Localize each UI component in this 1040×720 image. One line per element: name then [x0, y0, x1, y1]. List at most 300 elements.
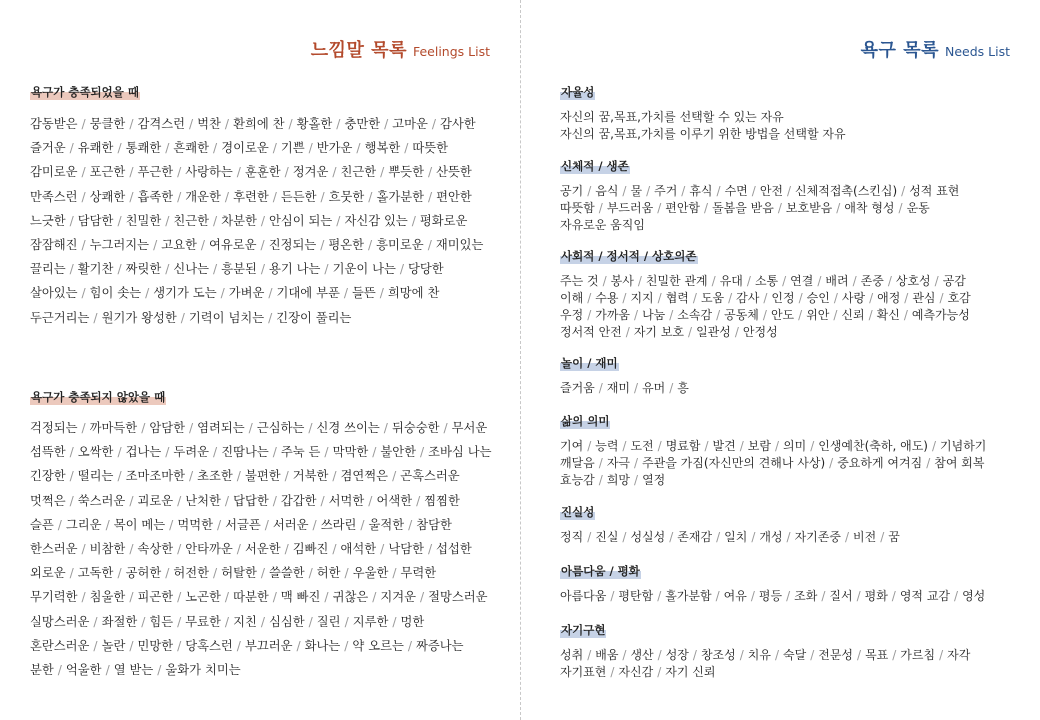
list-item: 활기찬 — [77, 262, 114, 277]
list-item: 쓰라린 — [320, 517, 357, 532]
separator: / — [669, 530, 674, 544]
list-item: 돌봄을 받음 — [712, 201, 774, 215]
separator: / — [117, 262, 122, 277]
list-item: 효능감 — [560, 473, 595, 487]
list-line — [560, 438, 1020, 455]
needs-heading-meaning: 삶의 의미 — [561, 414, 610, 428]
separator: / — [153, 237, 158, 252]
list-item: 주거 — [654, 184, 678, 198]
separator: / — [236, 638, 241, 653]
list-item: 조마조마한 — [125, 469, 185, 484]
list-item: 기대에 부푼 — [276, 286, 340, 301]
list-item: 기여 — [560, 439, 584, 453]
separator: / — [260, 237, 265, 252]
separator: / — [829, 456, 834, 470]
list-item: 유머 — [642, 381, 666, 395]
list-item: 성적 표현 — [909, 184, 960, 198]
separator: / — [81, 590, 86, 605]
list-line — [30, 658, 500, 682]
list-item: 서먹한 — [328, 493, 365, 508]
separator: / — [404, 141, 409, 156]
separator: / — [681, 184, 686, 198]
separator: / — [810, 648, 815, 662]
separator: / — [129, 117, 134, 131]
list-item: 가까움 — [595, 308, 631, 322]
list-item: 부끄러운 — [244, 638, 293, 653]
list-item: 휴식 — [689, 184, 713, 198]
separator: / — [320, 237, 325, 252]
list-item: 자기 보호 — [633, 325, 685, 339]
list-item: 분한 — [30, 662, 54, 677]
list-line — [30, 233, 500, 257]
list-item: 안타까운 — [185, 541, 233, 556]
separator: / — [598, 456, 603, 470]
separator: / — [739, 648, 744, 662]
list-item: 진실 — [595, 530, 619, 544]
list-item: 거북한 — [292, 469, 329, 484]
list-item: 영적 교감 — [899, 589, 951, 603]
list-item: 짜증나는 — [416, 638, 464, 653]
separator: / — [427, 189, 433, 204]
list-item: 비참한 — [89, 541, 126, 556]
list-line — [30, 209, 500, 233]
separator: / — [264, 517, 269, 532]
separator: / — [598, 473, 603, 487]
list-item: 속상한 — [137, 541, 174, 556]
list-line — [560, 324, 1020, 341]
separator: / — [411, 213, 416, 228]
list-item: 경이로운 — [221, 141, 269, 156]
list-item: 진정되는 — [268, 237, 317, 252]
needs-list-integrity — [560, 529, 1020, 546]
list-item: 지루한 — [352, 614, 389, 629]
list-item: 흡족한 — [137, 189, 174, 204]
separator: / — [587, 184, 592, 198]
list-item: 어색한 — [376, 493, 413, 508]
separator: / — [898, 201, 903, 215]
list-item: 신체적접촉(스킨십) — [795, 184, 898, 198]
list-item: 짜릿한 — [125, 262, 162, 277]
separator: / — [81, 189, 86, 204]
list-line — [560, 588, 1020, 605]
separator: / — [669, 381, 674, 395]
separator: / — [622, 439, 627, 453]
separator: / — [777, 201, 782, 215]
list-item: 훈훈한 — [244, 165, 281, 180]
list-item: 들뜬 — [352, 286, 376, 301]
list-item: 절망스러운 — [428, 590, 488, 605]
list-line — [30, 136, 500, 160]
separator: / — [69, 262, 74, 277]
list-item: 떨리는 — [77, 469, 114, 484]
list-item: 당혹스런 — [185, 638, 233, 653]
list-item: 정겨운 — [292, 165, 329, 180]
center-divider — [520, 0, 521, 720]
list-item: 목이 메는 — [113, 517, 166, 532]
separator: / — [224, 493, 230, 508]
list-item: 협력 — [665, 291, 689, 305]
separator: / — [81, 421, 86, 435]
list-item: 차분한 — [221, 213, 257, 228]
list-item: 신경 쓰이는 — [316, 421, 380, 435]
list-item: 오싹한 — [77, 445, 114, 460]
list-item: 호감 — [947, 291, 971, 305]
separator: / — [392, 614, 397, 629]
list-item: 멍한 — [400, 614, 425, 629]
list-item: 고마운 — [392, 117, 428, 131]
separator: / — [622, 530, 627, 544]
separator: / — [117, 469, 122, 484]
separator: / — [750, 589, 755, 603]
separator: / — [69, 445, 74, 460]
list-line — [30, 585, 500, 609]
list-item: 평화 — [864, 589, 888, 603]
list-item: 즐거운 — [30, 141, 66, 156]
list-item: 섭섭한 — [436, 541, 472, 556]
separator: / — [272, 493, 277, 508]
list-item: 이해 — [560, 291, 584, 305]
list-item: 일관성 — [696, 325, 731, 339]
separator: / — [392, 469, 397, 484]
separator: / — [931, 439, 937, 453]
separator: / — [93, 310, 98, 325]
list-item: 억울한 — [65, 662, 102, 677]
separator: / — [332, 541, 337, 556]
list-item: 희망 — [606, 473, 631, 487]
list-item: 안도 — [770, 308, 795, 322]
separator: / — [384, 117, 389, 131]
list-item: 공감 — [942, 274, 966, 288]
list-item: 산뜻한 — [436, 165, 472, 180]
list-item: 가벼운 — [228, 286, 265, 301]
separator: / — [356, 141, 361, 156]
list-item: 화나는 — [304, 638, 341, 653]
separator: / — [692, 291, 697, 305]
separator: / — [610, 665, 615, 679]
list-line — [30, 306, 500, 330]
list-item: 염려되는 — [197, 421, 245, 435]
list-item: 영성 — [962, 589, 986, 603]
list-item: 도움 — [700, 291, 725, 305]
separator: / — [165, 141, 170, 156]
separator: / — [634, 381, 639, 395]
list-item: 개운한 — [185, 189, 221, 204]
separator: / — [296, 638, 301, 653]
list-item: 숙달 — [783, 648, 807, 662]
list-item: 인생예찬(축하, 애도) — [818, 439, 928, 453]
separator: / — [236, 469, 241, 484]
separator: / — [774, 439, 779, 453]
separator: / — [734, 325, 739, 339]
list-line — [30, 112, 500, 136]
list-item: 봉사 — [610, 274, 634, 288]
list-item: 우정 — [560, 308, 584, 322]
list-item: 편안함 — [665, 201, 701, 215]
separator: / — [81, 237, 86, 252]
list-item: 좌절한 — [101, 614, 138, 629]
feelings-title-ko: 느낌말 목록 — [310, 40, 407, 61]
separator: / — [224, 117, 230, 131]
separator: / — [891, 589, 896, 603]
separator: / — [288, 117, 293, 131]
list-item: 곤혹스러운 — [400, 469, 460, 484]
separator: / — [308, 566, 313, 581]
list-item: 자기표현 — [560, 665, 607, 679]
list-item: 외로운 — [30, 566, 66, 581]
list-item: 따분한 — [233, 590, 269, 605]
list-item: 홀가분한 — [376, 189, 424, 204]
list-item: 흔쾌한 — [173, 141, 210, 156]
list-item: 안심이 되는 — [268, 213, 333, 228]
list-item: 혼란스러운 — [30, 638, 90, 653]
separator: / — [587, 308, 592, 322]
needs-list-play — [560, 380, 1020, 397]
needs-list-autonomy — [560, 109, 1020, 143]
separator: / — [368, 237, 373, 252]
list-item: 약 오르는 — [352, 638, 404, 653]
list-item: 불편한 — [244, 469, 281, 484]
separator: / — [129, 541, 134, 556]
feelings-met-list — [30, 112, 500, 330]
separator: / — [213, 445, 218, 460]
separator: / — [892, 648, 897, 662]
separator: / — [787, 184, 792, 198]
separator: / — [343, 286, 348, 301]
list-item: 걱정되는 — [30, 421, 78, 435]
separator: / — [169, 517, 174, 532]
list-item: 고독한 — [77, 566, 114, 581]
list-item: 울화가 치미는 — [165, 662, 241, 677]
separator: / — [177, 638, 182, 653]
list-item: 흥 — [677, 381, 689, 395]
list-item: 주눅 든 — [280, 445, 321, 460]
list-item: 애착 형성 — [844, 201, 895, 215]
list-item: 일치 — [724, 530, 748, 544]
separator: / — [833, 308, 838, 322]
separator: / — [786, 589, 791, 603]
list-item: 흐뭇한 — [328, 189, 365, 204]
list-item: 평탄함 — [618, 589, 654, 603]
list-item: 민망한 — [137, 638, 174, 653]
list-item: 자기 신뢰 — [665, 665, 716, 679]
separator: / — [427, 237, 432, 252]
separator: / — [69, 213, 74, 228]
separator: / — [934, 274, 939, 288]
needs-list-social — [560, 273, 1020, 341]
list-item: 서글픈 — [225, 517, 261, 532]
list-item: 피곤한 — [137, 590, 174, 605]
list-item: 창조성 — [700, 648, 736, 662]
list-item: 뭉클한 — [89, 117, 126, 131]
list-line — [30, 537, 500, 561]
separator: / — [587, 439, 592, 453]
list-item: 긴장한 — [30, 469, 66, 484]
list-item: 초조한 — [197, 469, 233, 484]
list-item: 확신 — [876, 308, 900, 322]
separator: / — [188, 117, 194, 131]
separator: / — [622, 291, 627, 305]
separator: / — [260, 262, 265, 277]
list-item: 갑갑한 — [280, 493, 317, 508]
separator: / — [634, 456, 639, 470]
separator: / — [324, 445, 329, 460]
separator: / — [57, 662, 62, 677]
list-item: 자신의 꿈,목표,가치를 이루기 위한 방법을 선택할 자유 — [560, 127, 846, 141]
separator: / — [774, 648, 779, 662]
list-item: 감격스런 — [137, 117, 185, 131]
list-line — [560, 126, 1020, 143]
list-item: 의미 — [783, 439, 807, 453]
separator: / — [880, 530, 885, 544]
feelings-title-en: Feelings List — [412, 44, 490, 59]
separator: / — [200, 237, 206, 252]
separator: / — [165, 213, 170, 228]
list-line — [30, 464, 500, 488]
list-line — [30, 489, 500, 513]
separator: / — [213, 566, 218, 581]
separator: / — [751, 184, 756, 198]
list-item: 감동받은 — [30, 117, 78, 131]
list-line — [560, 380, 1020, 397]
list-item: 친근한 — [173, 213, 210, 228]
list-item: 김빠진 — [292, 541, 329, 556]
separator: / — [836, 201, 841, 215]
separator: / — [224, 590, 230, 605]
separator: / — [177, 165, 182, 180]
separator: / — [129, 189, 134, 204]
list-line — [560, 647, 1020, 664]
separator: / — [117, 213, 122, 228]
separator: / — [268, 286, 273, 301]
separator: / — [716, 308, 721, 322]
separator: / — [129, 638, 134, 653]
list-item: 여유 — [723, 589, 747, 603]
separator: / — [587, 530, 592, 544]
list-item: 소속감 — [677, 308, 713, 322]
separator: / — [177, 541, 182, 556]
needs-heading-play: 놀이 / 재미 — [561, 356, 618, 370]
list-item: 나눔 — [642, 308, 666, 322]
list-item: 상쾌한 — [89, 189, 126, 204]
list-item: 전문성 — [818, 648, 854, 662]
list-item: 자신감 — [618, 665, 654, 679]
separator: / — [420, 590, 425, 605]
list-item: 느긋한 — [30, 213, 66, 228]
list-item: 자신감 있는 — [344, 213, 408, 228]
separator: / — [833, 291, 838, 305]
list-item: 성장 — [665, 648, 689, 662]
list-item: 용기 나는 — [268, 262, 321, 277]
separator: / — [782, 274, 787, 288]
separator: / — [272, 141, 277, 156]
separator: / — [336, 117, 341, 131]
list-item: 유쾌한 — [77, 141, 114, 156]
list-item: 보호받음 — [785, 201, 833, 215]
list-line — [560, 472, 1020, 489]
list-item: 자신의 꿈,목표,가치를 선택할 수 있는 자유 — [560, 110, 784, 124]
separator: / — [188, 421, 194, 435]
separator: / — [141, 614, 146, 629]
list-item: 깨달음 — [560, 456, 595, 470]
separator: / — [284, 469, 289, 484]
needs-heading-integrity: 진실성 — [561, 505, 595, 519]
list-item: 두려운 — [173, 445, 210, 460]
list-item: 무력한 — [400, 566, 437, 581]
list-item: 무서운 — [451, 421, 488, 435]
separator: / — [268, 310, 273, 325]
list-item: 보람 — [747, 439, 771, 453]
list-item: 암담한 — [149, 421, 185, 435]
list-item: 꿈 — [888, 530, 900, 544]
separator: / — [81, 165, 86, 180]
separator: / — [308, 421, 313, 435]
list-item: 유대 — [719, 274, 743, 288]
list-item: 우울한 — [352, 566, 389, 581]
list-item: 조바심 나는 — [428, 445, 492, 460]
separator: / — [427, 541, 433, 556]
separator: / — [798, 291, 803, 305]
separator: / — [716, 530, 721, 544]
list-item: 소통 — [754, 274, 779, 288]
list-item: 평온한 — [328, 237, 365, 252]
list-item: 친밀한 — [125, 213, 162, 228]
separator: / — [798, 308, 803, 322]
list-item: 평화로운 — [419, 213, 468, 228]
separator: / — [368, 493, 373, 508]
list-item: 개성 — [759, 530, 783, 544]
list-item: 끌리는 — [30, 262, 66, 277]
separator: / — [105, 517, 110, 532]
separator: / — [69, 469, 74, 484]
separator: / — [213, 141, 218, 156]
list-item: 그리운 — [65, 517, 102, 532]
list-item: 찜찜한 — [424, 493, 460, 508]
list-item: 편안한 — [436, 189, 472, 204]
separator: / — [213, 262, 218, 277]
feelings-unmet-heading: 욕구가 충족되지 않았을 때 — [31, 390, 166, 404]
list-item: 쓸쓸한 — [268, 566, 305, 581]
list-item: 지지 — [630, 291, 654, 305]
separator: / — [704, 201, 709, 215]
separator: / — [399, 262, 405, 277]
list-item: 위안 — [806, 308, 830, 322]
separator: / — [852, 274, 857, 288]
list-item: 예측가능성 — [911, 308, 970, 322]
separator: / — [926, 456, 931, 470]
list-item: 질린 — [316, 614, 341, 629]
list-line — [560, 183, 1020, 200]
list-item: 운동 — [906, 201, 930, 215]
separator: / — [598, 381, 603, 395]
separator: / — [372, 590, 377, 605]
list-item: 안전 — [759, 184, 783, 198]
list-item: 서러운 — [272, 517, 309, 532]
list-item: 승인 — [806, 291, 830, 305]
needs-heading-beauty-peace: 아름다움 / 평화 — [561, 564, 640, 578]
list-item: 누그러지는 — [89, 237, 150, 252]
separator: / — [332, 469, 337, 484]
separator: / — [336, 213, 341, 228]
list-item: 배움 — [595, 648, 619, 662]
list-item: 당당한 — [408, 262, 444, 277]
list-item: 감사한 — [440, 117, 476, 131]
separator: / — [379, 286, 384, 301]
list-item: 참여 회복 — [934, 456, 985, 470]
separator: / — [637, 274, 642, 288]
list-item: 맥 빠진 — [280, 590, 321, 605]
list-item: 환희에 찬 — [233, 117, 285, 131]
separator: / — [177, 590, 182, 605]
